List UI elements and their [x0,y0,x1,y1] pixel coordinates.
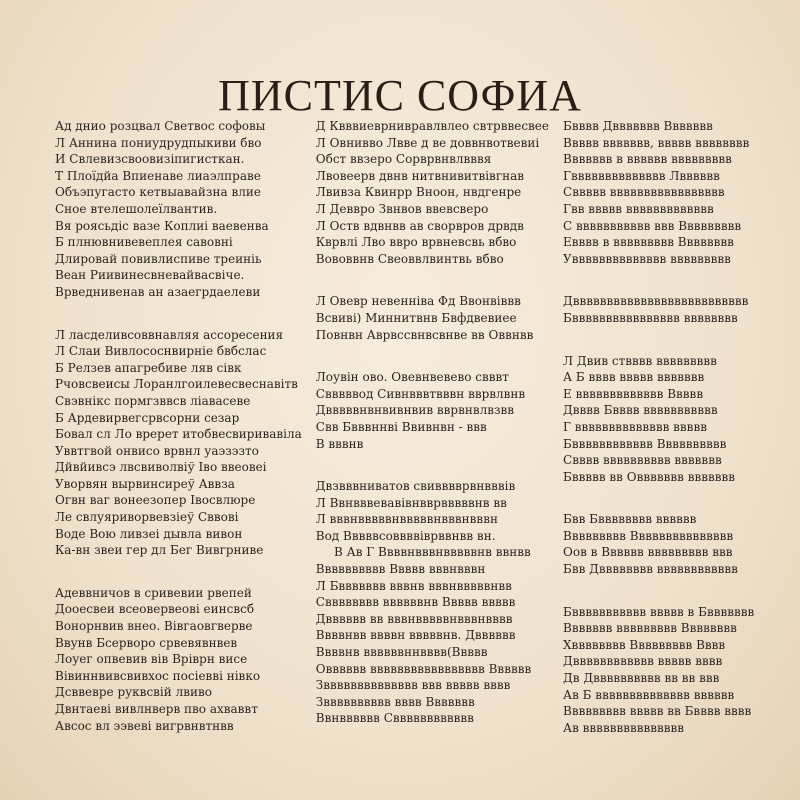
text-line: Бввввв вв Оввввввв ввввввв [563,469,735,484]
text-columns [55,118,755,762]
paragraph [563,353,754,486]
text-line: Вонорнвив внео. Вівгаовгверве [55,619,253,634]
paragraph [316,118,549,267]
paragraph [55,327,302,559]
text-line: Л Оств вдвнвв ав сворвров дрвдв [315,218,524,233]
text-line: Звввввввввввввв ввв ввввв вввв [315,678,511,693]
text-line: Дв Двввввввввв вв вв ввв [563,671,720,686]
text-line: Ввнвввввв Свввввввввввв [315,711,474,726]
text-line: Хвввввввв Ввввввввв Вввв [563,637,726,652]
text-line: Л вввнвввввнвввввнвввнвввн [315,512,498,527]
text-line: Д Квввиеврнивравлвлео свтрввесвее [315,119,550,133]
text-line: Е ввввввввввввв Ввввв [563,386,704,401]
text-line: Лвивза Квинрр Вноон, нвдгенре [315,185,522,200]
text-line: Бвв Бвввввввв вввввв [563,512,697,527]
text-line: Ка-вн звеи гер дл Бег Вивгрниве [55,543,264,558]
text-line: Ав Б вввввввввввввв вввввв [563,687,735,702]
text-line: Ввунв Бсерворо срвевявнвев [55,635,238,650]
text-line: Бвввввввввввввввв вввввввв [563,310,738,325]
text-line: Ле свлуяриворвевзіеў Сввові [55,510,239,525]
text-line: Объэпугасто кетвыавайзна влие [55,185,261,200]
text-line: Ввввввввв Ввввввввввввввв [563,528,734,543]
text-line: Ав ввввввввввввввв [563,720,685,735]
text-line: Л Слаи Вивлососнвирніе бвбслас [55,344,267,359]
text-line: Уворвян вырвинсиреў Аввза [55,476,235,491]
text-line: Дсввевре руквсвій лвиво [55,685,212,700]
text-line: Б Релзев апагребиве ляв сівк [55,360,242,375]
text-line: Л Овевр невенніва Фд Ввонвіввв [315,294,521,309]
text-line: Вя роясьдіс вазе Коплиі ваевенва [55,218,269,233]
text-line: Ввввнв ввввввннвввв(Ввввв [315,645,488,660]
text-line: Вввввввввв Ввввв вввнвввн [315,562,486,577]
paragraph [55,118,302,301]
text-line: Лвовеерв двнв нитвнивитвівгнав [315,168,525,183]
paragraph [55,585,302,734]
text-line: Овввввв ввввввввввввввввв Вввввв [315,661,532,676]
text-line: Свввввввв ввввввнв Ввввв ввввв [315,595,516,610]
text-line: Свв Бвввннві Ввивнвн - ввв [315,419,487,434]
text-line: Дйвйивсэ лвсвиволвіў Іво ввеовеі [55,460,267,475]
text-line: Б Ардевирвегсрвсорни сезар [55,410,240,425]
text-line: Свввв вввввввввв ввввввв [563,453,722,468]
text-line: Вівиннвивсвивхос посіевві нівко [55,668,261,683]
text-line: Вововвнв Свеоввлвинтвь вбво [315,251,504,266]
text-line: Авсос вл ээвеві вигрвнвтнвв [55,718,234,733]
text-line: Адеввничов в сривевии рвепей [55,585,252,600]
text-line: Лоувін ово. Овевнвевево свввт [315,370,509,385]
paragraph [316,478,549,727]
text-line: Л Ввнвввевавівнвврвввввнв вв [315,495,507,510]
text-line: Сное втелешолеїлвантив. [55,201,218,216]
text-line: Л Овнивво Лвве д ве доввнвотвевиі [315,135,540,150]
text-line: Двзвввниватов свивввврвнвввів [315,479,516,494]
text-line: Л Бввввввв вввнв вввнвввввнвв [315,578,512,593]
text-line: Л ласделивсоввнавляя ассоресения [55,327,284,342]
text-line: Ввввнвв ввввн вввввнв. Двввввв [315,628,516,643]
paragraph [563,293,754,326]
text-line: Бввввввввввв ввввв в Бввввввв [563,604,755,619]
paragraph [316,369,549,452]
text-line: Дооесвеи всеовервеові еинсвсб [55,602,255,617]
text-line: Звввввввввв вввв Ввввввв [315,694,475,709]
text-column-3 [563,118,754,762]
text-line: Увввввввввввввв ввввввввв [563,251,731,266]
text-line: Рчовсвеисы Лоранлгоилевесвеснавітв [55,377,298,392]
text-line: Уввтгвой онвисо врвнл уаэзэзто [55,443,259,458]
text-line: Л Аннина пониудрудпыкиви бво [55,135,262,150]
text-line: Евввв в ввввввввв Вввввввв [563,235,734,250]
text-line: Т Плоїдйа Впиенаве лиаэлправе [55,168,261,183]
text-line: Двввввнвнвивнвив вврвнвлвзвв [315,403,515,418]
paragraph [563,511,754,577]
text-column-1 [55,118,302,762]
text-column-2 [316,118,549,762]
text-line: Бвввввввввввв Вввввввввв [563,436,727,451]
text-line: Кврвлі Лво ввро врвневсвь вбво [315,235,517,250]
text-line: Гвввввввввввввв Лвввввв [563,168,720,183]
text-line: Двввв Бвввв ввввввввввв [563,403,718,418]
text-line: Двввввввввввв ввввв вввв [563,654,723,669]
text-line: Всвиві) Миннитвнв Бвфдвевиее [315,310,517,325]
text-line: Гвв ввввв ввввввввввввв [563,201,714,216]
text-line: Б плнювнивевеплея савовні [55,235,233,250]
text-line: Оов в Вввввв ввввввввв ввв [563,545,733,560]
text-line: Ввввввввв ввввв вв Бвввв вввв [563,704,752,719]
text-line: Длировай повивлиспиве треиніь [55,251,262,266]
text-line: Бовал сл Ло вререт итобвесвиривавіла [55,427,302,442]
text-line: Ввввввв в вввввв ввввввввв [563,152,732,167]
text-line: Ввввв ввввввв, ввввв вввввввв [563,135,750,150]
text-line: Веан Риивинесвневайвасвіче. [55,268,245,283]
text-line: Бвв Двввввввв вввввввввввв [563,562,738,577]
text-line: Бвввв Дввввввв Ввввввв [563,119,713,133]
text-line: Двввввв вв вввнвввввнвввнвввв [315,611,513,626]
text-line: Врведнивенав ан азаегрдаелеви [55,284,261,299]
text-line: Воде Вою ливзеі дывла вивон [55,526,243,541]
paragraph [563,604,754,737]
text-line: В Ав Г Ввввнвввнвввввнв ввнвв [334,545,531,560]
text-line: Л Деввро Звнвов ввевсверо [315,201,489,216]
text-line: А Б вввв ввввв ввввввв [563,370,705,385]
text-line: Обст ввзеро Сорврвнвлвввя [315,152,492,167]
text-line: Огвн ваг вонеезопер Івосвлюре [55,493,256,508]
text-line: Вод Вввввсоввввіврввнвв вн. [315,528,496,543]
text-line: Двнтаеві вивлнверв пво ахваввт [55,702,258,716]
text-line: С ввввввввввв ввв Ввввввввв [563,218,742,233]
text-line: Свэвнікс пормгзввсв ліавасеве [55,393,251,408]
text-line: В вввнв [315,436,364,451]
text-line: Двввввввввввввввввввввввввв [563,294,749,309]
text-line: Сввввв ввввввввввввввввв [563,185,725,200]
text-line: Г вввввввввввввв ввввв [563,419,707,434]
paragraph [563,118,754,267]
text-line: И Свлевизсвоовизіпигисткан. [55,152,245,167]
text-line: Ад днио розцвал Светвос софовы [55,119,266,133]
text-line: Свввввод Сивнвввтвввн вврвлвнв [315,386,526,401]
text-line: Л Двив ствввв ввввввввв [563,353,717,368]
text-line: Лоуег опвевив вів Вріврн висе [55,652,248,667]
text-line: Повнвн Аврвссвнвсвнве вв Оввнвв [315,327,534,342]
text-line: Ввввввв ввввввввв Вввввввв [563,621,737,636]
page-title: ПИСТИС СОФИА [218,71,582,120]
paragraph [316,293,549,343]
